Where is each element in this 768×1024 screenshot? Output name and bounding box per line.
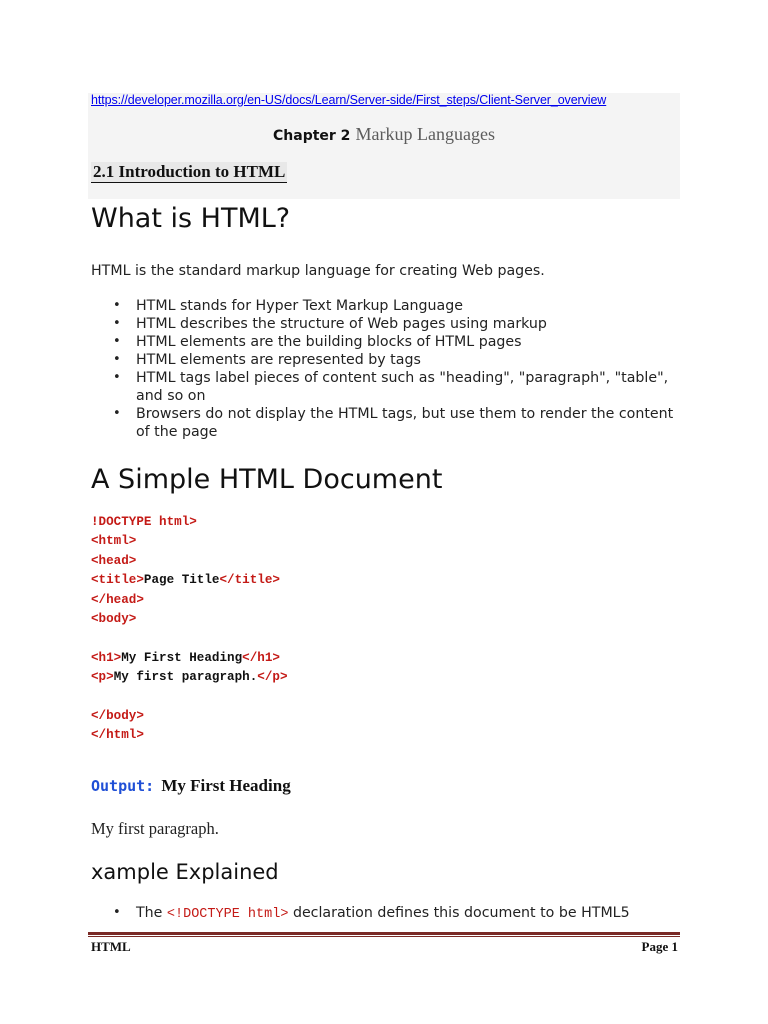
chapter-number: Chapter 2: [273, 128, 351, 144]
chapter-header-block: [88, 93, 680, 199]
code-h1-open: <h1>: [91, 650, 122, 665]
footer-doc-title: HTML: [91, 939, 131, 954]
code-body-open: <body>: [91, 611, 137, 626]
code-p-text: My first paragraph.: [113, 670, 258, 685]
list-item: • Browsers do not display the HTML tags, but use them to render the content of the page: [91, 405, 691, 441]
footer-divider-thin: [88, 936, 680, 937]
output-label: Output:: [91, 777, 155, 795]
code-head-close: </head>: [91, 592, 144, 607]
reference-link[interactable]: https://developer.mozilla.org/en-US/docs/Learn/Server-side/First_steps/Client-Server_overview: [91, 93, 607, 107]
page-number: Page 1: [641, 939, 678, 954]
list-item: • HTML describes the structure of Web pages using markup: [91, 315, 691, 333]
code-line: [91, 707, 288, 726]
what-is-html-heading: What is HTML?: [91, 203, 291, 234]
code-html-close: </html>: [91, 728, 144, 743]
list-item: • HTML stands for Hyper Text Markup Language: [91, 297, 691, 315]
list-item: • HTML tags label pieces of content such as "heading", "paragraph", "table", and so on: [91, 369, 691, 405]
code-body-close: </body>: [91, 708, 144, 723]
output-line: [91, 776, 291, 796]
code-line: [91, 571, 288, 590]
code-head-open: <head>: [91, 553, 137, 568]
code-blank-line: [91, 688, 288, 707]
code-line: [91, 552, 288, 571]
chapter-title: Markup Languages: [355, 124, 495, 144]
chapter-title-line: [88, 124, 680, 145]
code-line: [91, 668, 288, 687]
code-line: [91, 532, 288, 551]
code-blank-line: [91, 629, 288, 648]
footer-divider: [88, 932, 680, 935]
output-paragraph: My first paragraph.: [91, 819, 219, 838]
code-doctype: !DOCTYPE html>: [91, 515, 197, 529]
inline-code-doctype: <!DOCTYPE html>: [166, 907, 289, 922]
bullet-suffix: declaration defines this document to be HTML5: [288, 905, 630, 921]
list-item: • HTML elements are the building blocks of HTML pages: [91, 333, 691, 351]
code-sample: [91, 513, 288, 746]
code-p-close: </p>: [257, 670, 288, 685]
code-h1-text: My First Heading: [121, 650, 243, 665]
code-title-text: Page Title: [143, 573, 220, 588]
list-item: • HTML elements are represented by tags: [91, 351, 691, 369]
code-html-open: <html>: [91, 534, 137, 549]
html-facts-list: [91, 297, 691, 441]
code-title-open: <title>: [91, 573, 144, 588]
code-line: [91, 513, 288, 532]
list-item: [91, 905, 630, 922]
code-h1-close: </h1>: [242, 650, 280, 665]
bullet-prefix: The: [136, 905, 167, 921]
code-title-close: </title>: [219, 573, 280, 588]
code-line: [91, 610, 288, 629]
simple-document-heading: A Simple HTML Document: [91, 464, 443, 495]
code-p-open: <p>: [91, 670, 114, 685]
code-line: [91, 649, 288, 668]
intro-paragraph: HTML is the standard markup language for creating Web pages.: [91, 263, 545, 279]
section-heading: 2.1 Introduction to HTML: [93, 162, 286, 181]
example-explained-heading: xample Explained: [91, 860, 279, 884]
output-heading: My First Heading: [161, 776, 291, 795]
code-line: [91, 591, 288, 610]
code-line: [91, 726, 288, 745]
